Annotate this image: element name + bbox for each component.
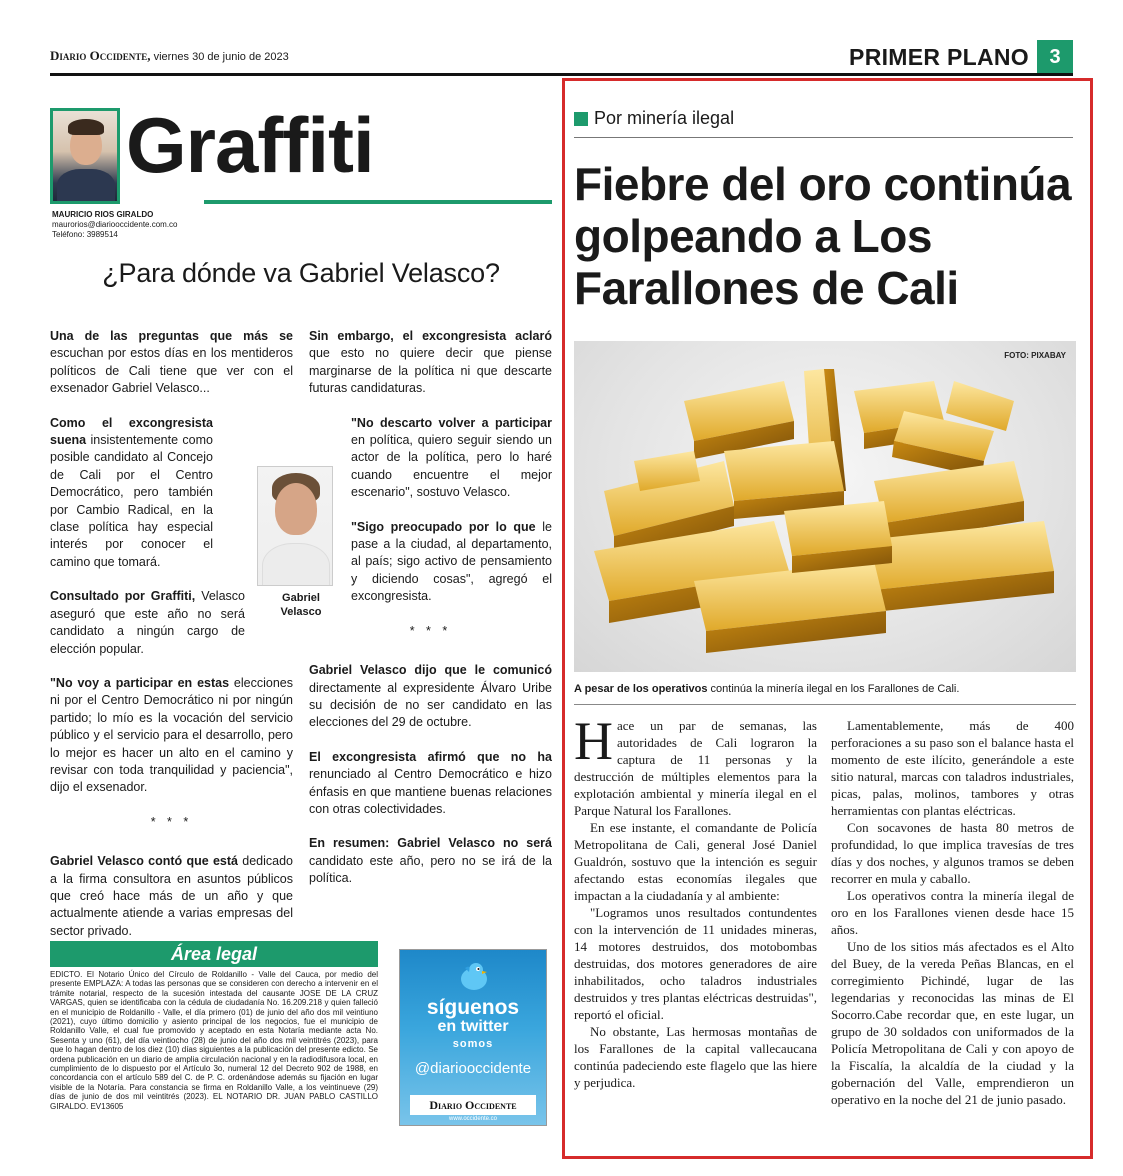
separator-stars: * * * <box>409 623 452 638</box>
page-number: 3 <box>1037 40 1073 74</box>
graffiti-paragraph: "Sigo preocupado por lo que le pase a la ciudad, al departamento, al país; sigo activo de pensamiento y diciendo cosas", agregó el excongresista. <box>351 519 553 604</box>
twitter-ad-follow: síguenos <box>426 996 520 1019</box>
author-phone: Teléfono: 3989514 <box>52 230 118 239</box>
graffiti-paragraph: Como el excongresista suena insistentemente como posible candidato al Concejo de Cali por el Centro Democrático, pero también por Cambio Radical, en la clase política hay especial interés por conocer el camino que tomará. <box>50 415 213 569</box>
kicker-text: Por minería ilegal <box>594 108 735 128</box>
kicker-rule <box>574 137 1073 138</box>
graffiti-rule <box>204 200 552 204</box>
kicker-square-icon <box>574 112 588 126</box>
graffiti-column-2 <box>309 328 552 905</box>
author-email[interactable]: maurorios@diariooccidente.com.co <box>52 220 178 229</box>
graffiti-headline: ¿Para dónde va Gabriel Velasco? <box>102 258 500 288</box>
article-paragraph: Con socavones de hasta 80 metros de profundidad, lo que implica travesías de tres días y dos noches, y algunos tramos se deben recorrer en mula y caballo. <box>831 820 1074 886</box>
page-header-right <box>849 40 1073 74</box>
article-paragraph: Uno de los sitios más afectados es el Alto del Buey, de la vereda Peñas Blancas, en el corregimiento Pichindé, lugar de las legendarias y reconocidas las minas de El Socorro.Cabe recordar que, en este lugar, un grupo de 30 soldados con uniformados de la Policía Metropolitana de Cali y con apoyo de la Fiscalía, la alcaldía de la ciudad y la gobernación del Valle, emprendieron un operativo en la noche del 21 de junio pasado. <box>831 939 1074 1107</box>
legal-section-title: Área legal <box>50 941 378 967</box>
graffiti-paragraph: "No voy a participar en estas elecciones ni por el Centro Democrático ni por ningún partido; lo mío es la vocación del servicio público y el servicio para el desarrollo, pero lo mejor es hacer un alto en el camino y revisar con toda tranquilidad y paciencia", dijo el exsenador. <box>50 675 293 795</box>
twitter-ad-somos: somos <box>452 1038 494 1050</box>
author-photo <box>50 108 120 204</box>
article-paragraph: Lamentablemente, más de 400 perforaciones a su paso son el balance hasta el momento de este ilícito, generándole a este sitio natural, marcas con taladros industriales, picas, palas, molinos, tambores y otras herramientas con plantas eléctricas. <box>831 718 1074 818</box>
gold-bars-illustration <box>574 341 1076 672</box>
article-paragraph: Hace un par de semanas, las autoridades de Cali lograron la captura de 11 personas y la destrucción de múltiples elementos para la explotación ambiental y minería ilegal en el Parque Natural los Farallones. <box>574 711 817 818</box>
article-paragraph: No obstante, Las hermosas montañas de los Farallones de la capital vallecaucana continúa padeciendo este flagelo que las hiere y perjudica. <box>574 1024 817 1090</box>
graffiti-title: Graffiti <box>126 101 374 189</box>
article-headline: Fiebre del oro continúa golpeando a Los Farallones de Cali <box>574 158 1072 314</box>
article-column-1 <box>574 711 817 1091</box>
twitter-ad-brand: Diario Occidente <box>410 1095 536 1115</box>
page-header-left <box>50 48 289 64</box>
gold-bar-pile <box>594 369 1054 653</box>
graffiti-paragraph: En resumen: Gabriel Velasco no será candidato este año, pero no se irá de la política. <box>309 836 552 886</box>
article-paragraph: "Logramos unos resultados contundentes con la intervención de 11 unidades mineras, 14 motores destruidos, dos motobombas destruidas, dos motores generadores de aire inhabilitados, ocho taladros industriales destruidos y tres plantas eléctricas destruidas", reportó el oficial. <box>574 905 817 1022</box>
twitter-ad-platform: en twitter <box>437 1018 509 1035</box>
graffiti-paragraph: Gabriel Velasco dijo que le comunicó directamente al expresidente Álvaro Uribe su decisión de no ser candidato en las elecciones del 29 de octubre. <box>309 663 552 730</box>
article-paragraph: En ese instante, el comandante de Policía Metropolitana de Cali, general José Daniel Gualdrón, sostuvo que la intención es seguir afectando estas economías ilegales que impactan a la ciudadanía y al ambiente: <box>574 820 817 903</box>
graffiti-column-1 <box>50 328 293 957</box>
graffiti-paragraph: Sin embargo, el excongresista aclaró que esto no quiere decir que piense marginarse de la política ni que descarte futuras candidaturas. <box>309 329 552 396</box>
header-rule <box>50 73 1073 76</box>
dropcap: H <box>574 711 613 771</box>
graffiti-paragraph: Una de las preguntas que más se escuchan por estos días en los mentideros políticos de Cali tiene que ver con el exsenador Gabriel Velasco... <box>50 329 293 396</box>
article-kicker <box>574 108 734 129</box>
graffiti-paragraph: Gabriel Velasco contó que está dedicado a la firma consultora en asuntos públicos que creó hace más de un año y que actualmente atiende a varias empresas del sector privado. <box>50 854 293 938</box>
twitter-ad-site: www.occidente.co <box>448 1116 498 1122</box>
graffiti-paragraph: "No descarto volver a participar en política, quiero seguir siendo un actor de la política, pero lo haré cuando encuentre el mejor escenario", sostuvo Velasco. <box>351 415 552 500</box>
twitter-handle[interactable]: @diariooccidente <box>414 1060 532 1077</box>
article-column-2 <box>831 717 1074 1108</box>
graffiti-paragraph: El excongresista afirmó que no ha renunciado al Centro Democrático e hizo énfasis en que mantiene buenas relaciones con otras colectividades. <box>309 749 552 816</box>
twitter-bird-icon <box>457 962 491 992</box>
separator-stars: * * * <box>150 814 193 829</box>
graffiti-paragraph: Consultado por Graffiti, Velasco aseguró que este año no será candidato a ningún cargo de elección popular. <box>50 589 245 656</box>
section-title: PRIMER PLANO <box>849 43 1029 70</box>
newspaper-brand: Diario Occidente, <box>50 48 151 63</box>
caption-rule <box>574 704 1076 705</box>
article-paragraph: Los operativos contra la minería ilegal de oro en los Farallones vienen desde hace 15 años. <box>831 888 1074 937</box>
photo-credit: FOTO: PIXABAY <box>1004 351 1066 360</box>
author-name: MAURICIO RIOS GIRALDO <box>52 210 154 219</box>
issue-date: viernes 30 de junio de 2023 <box>150 51 289 63</box>
gold-bars-photo <box>574 341 1076 672</box>
legal-edict-text: EDICTO. El Notario Único del Círculo de Roldanillo - Valle del Cauca, por medio del presente EMPLAZA: A todas las personas que se consideren con derecho a intervenir en el trámite notarial, respecto de la sucesión intestada del causante JOSE DE LA CRUZ VARGAS, quien se identificaba con la cédula de ciudadanía No. 16.209.218 y quien falleció en el municipio de Roldanillo - Valle, el día primero (01) de junio del año dos mil veintiuno (2021), cuyo último domicilio y asiento principal de los negocios, fue el municipio de Roldanillo Valle, el cual fue promovido y aceptado en esta Notaría mediante acta No. Sesenta y uno (61), del día veintiocho (28) de junio del año dos mil veintitrés (2023), para que lo hagan dentro de los diez (10) días siguientes a la publicación del presente edicto. Se ordena publicación en un diario de amplia circulación nacional y en la radiodifusora local, en cumplimiento de lo dispuesto por el Artículo 3o, numeral 12 del Decreto 902 de 1988, en concordancia con el artículo 589 del C. de P. C. ordenándose además su fijación en lugar visible de la Notaría. Para constancia se firma en Roldanillo Valle, a los veintinueve (29) días de junio de dos mil veintitrés (2023). EL NOTARIO DR. JUAN PABLO CASTILLO GIRALDO. EV13605 <box>50 970 378 1111</box>
twitter-ad[interactable] <box>399 949 547 1126</box>
photo-caption: Gabriel Velasco <box>280 592 322 618</box>
photo-caption-article: A pesar de los operativos continúa la minería ilegal en los Farallones de Cali. <box>574 683 960 695</box>
gabriel-velasco-photo <box>257 466 333 586</box>
